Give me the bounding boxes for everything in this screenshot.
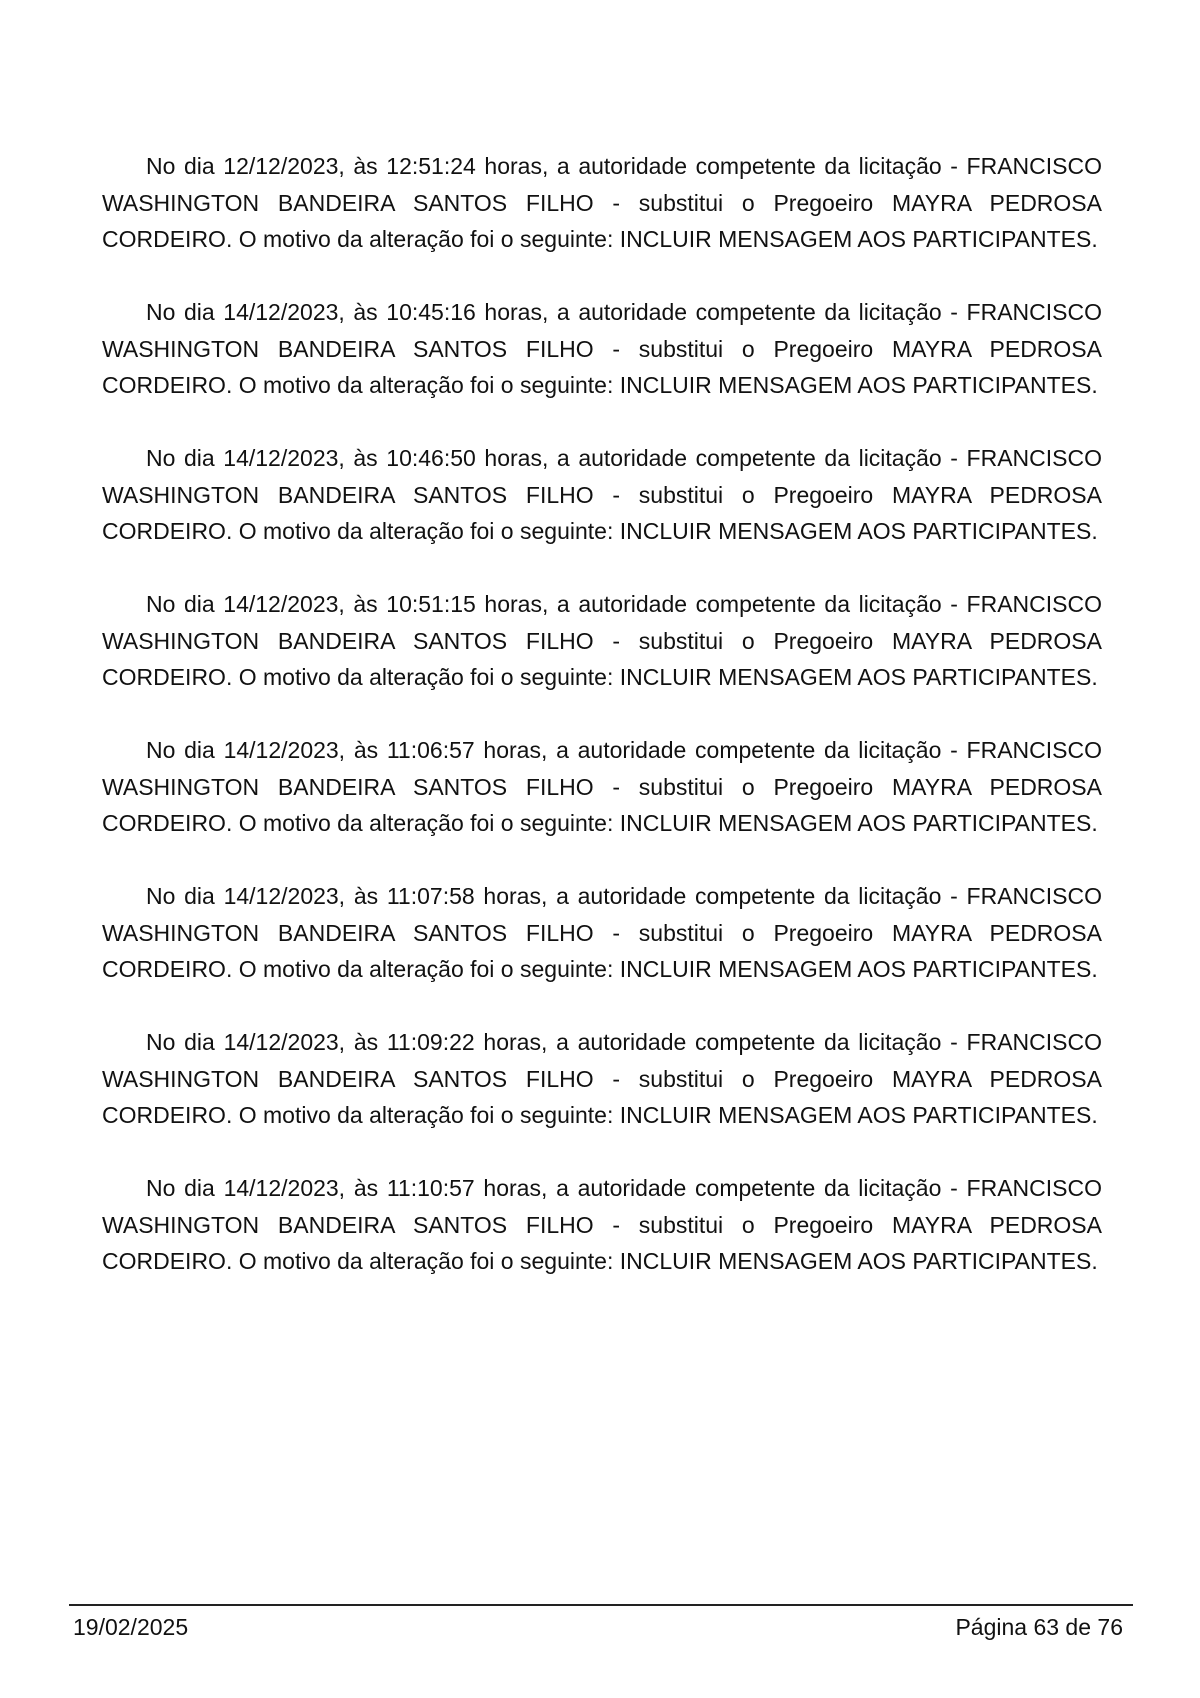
paragraph: No dia 14/12/2023, às 11:06:57 horas, a autoridade competente da licitação - FRANCISCO WASHINGTON BANDEIRA SANTOS FILHO - substitui o Pregoeiro MAYRA PEDROSA CORDEIRO. O motivo da alteração foi o seguinte: INCLUIR MENSAGEM AOS PARTICIPANTES. [102, 737, 1102, 836]
paragraph: No dia 14/12/2023, às 11:07:58 horas, a autoridade competente da licitação - FRANCISCO WASHINGTON BANDEIRA SANTOS FILHO - substitui o Pregoeiro MAYRA PEDROSA CORDEIRO. O motivo da alteração foi o seguinte: INCLUIR MENSAGEM AOS PARTICIPANTES. [102, 883, 1102, 982]
paragraph: No dia 14/12/2023, às 10:51:15 horas, a autoridade competente da licitação - FRANCISCO WASHINGTON BANDEIRA SANTOS FILHO - substitui o Pregoeiro MAYRA PEDROSA CORDEIRO. O motivo da alteração foi o seguinte: INCLUIR MENSAGEM AOS PARTICIPANTES. [102, 591, 1102, 690]
paragraph: No dia 14/12/2023, às 10:45:16 horas, a autoridade competente da licitação - FRANCISCO WASHINGTON BANDEIRA SANTOS FILHO - substitui o Pregoeiro MAYRA PEDROSA CORDEIRO. O motivo da alteração foi o seguinte: INCLUIR MENSAGEM AOS PARTICIPANTES. [102, 299, 1102, 398]
page-number: Página 63 de 76 [955, 1614, 1123, 1640]
paragraph: No dia 14/12/2023, às 10:46:50 horas, a autoridade competente da licitação - FRANCISCO WASHINGTON BANDEIRA SANTOS FILHO - substitui o Pregoeiro MAYRA PEDROSA CORDEIRO. O motivo da alteração foi o seguinte: INCLUIR MENSAGEM AOS PARTICIPANTES. [102, 445, 1102, 544]
footer-divider [69, 1604, 1133, 1606]
footer-date: 19/02/2025 [73, 1614, 189, 1640]
paragraph: No dia 12/12/2023, às 12:51:24 horas, a autoridade competente da licitação - FRANCISCO WASHINGTON BANDEIRA SANTOS FILHO - substitui o Pregoeiro MAYRA PEDROSA CORDEIRO. O motivo da alteração foi o seguinte: INCLUIR MENSAGEM AOS PARTICIPANTES. [102, 153, 1102, 252]
paragraph: No dia 14/12/2023, às 11:10:57 horas, a autoridade competente da licitação - FRANCISCO WASHINGTON BANDEIRA SANTOS FILHO - substitui o Pregoeiro MAYRA PEDROSA CORDEIRO. O motivo da alteração foi o seguinte: INCLUIR MENSAGEM AOS PARTICIPANTES. [102, 1175, 1102, 1274]
paragraph: No dia 14/12/2023, às 11:09:22 horas, a autoridade competente da licitação - FRANCISCO WASHINGTON BANDEIRA SANTOS FILHO - substitui o Pregoeiro MAYRA PEDROSA CORDEIRO. O motivo da alteração foi o seguinte: INCLUIR MENSAGEM AOS PARTICIPANTES. [102, 1029, 1102, 1128]
document-body [102, 148, 1102, 1316]
